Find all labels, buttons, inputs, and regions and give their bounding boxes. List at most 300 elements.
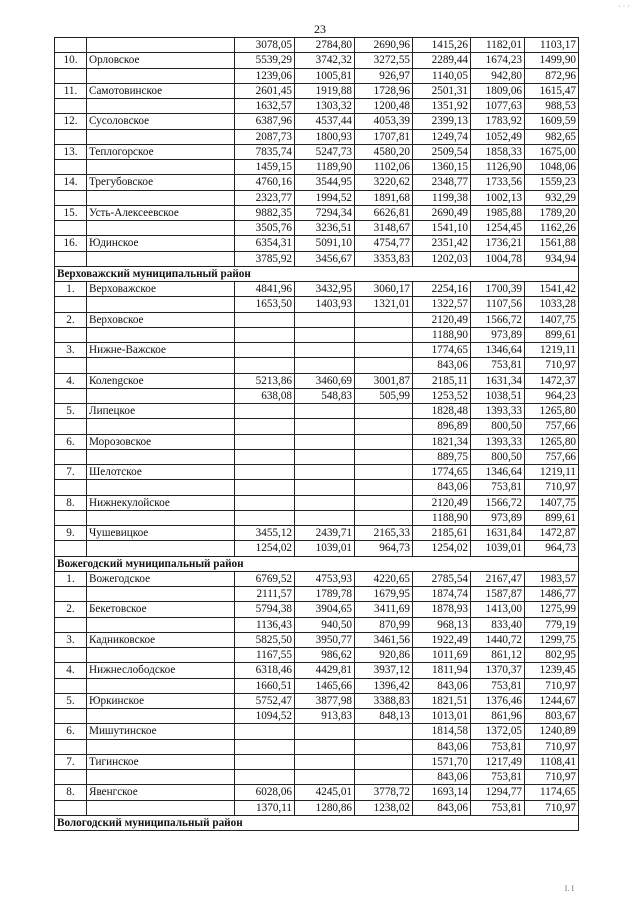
value-cell: 1162,26 [525,221,579,236]
value-cell: 1465,66 [295,678,355,693]
row-number-cell [55,739,87,754]
value-cell: 1499,90 [525,53,579,68]
value-cell: 5091,10 [295,236,355,251]
value-cell: 843,06 [413,800,471,815]
value-cell: 4841,96 [235,282,295,297]
value-cell: 1874,74 [413,587,471,602]
value-cell: 973,89 [471,327,525,342]
value-cell [295,724,355,739]
value-cell: 1566,72 [471,495,525,510]
value-cell: 932,29 [525,190,579,205]
value-cell: 3904,65 [295,602,355,617]
settlement-name-cell [87,510,235,525]
settlement-name-cell: Морозовское [87,434,235,449]
row-number-cell [55,510,87,525]
row-number-cell: 10. [55,53,87,68]
value-cell: 1632,57 [235,99,295,114]
value-cell [235,724,295,739]
value-cell: 4053,39 [355,114,413,129]
value-cell: 1321,01 [355,297,413,312]
table-row [55,221,579,236]
value-cell: 1360,15 [413,160,471,175]
table-row [55,571,579,586]
value-cell: 3432,95 [295,282,355,297]
value-cell: 757,66 [525,419,579,434]
row-number-cell [55,221,87,236]
table-row [55,251,579,266]
value-cell: 638,08 [235,388,295,403]
value-cell [355,404,413,419]
row-number-cell [55,38,87,53]
value-cell: 920,86 [355,648,413,663]
row-number-cell: 6. [55,434,87,449]
value-cell: 1167,55 [235,648,295,663]
row-number-cell [55,129,87,144]
table-row [55,602,579,617]
district-row [55,556,579,571]
value-cell: 843,06 [413,770,471,785]
table-row [55,678,579,693]
value-cell: 4760,16 [235,175,295,190]
value-cell: 1809,06 [471,83,525,98]
value-cell: 1005,81 [295,68,355,83]
settlement-name-cell [87,419,235,434]
value-cell: 1631,84 [471,526,525,541]
table-row [55,68,579,83]
district-row [55,815,579,830]
settlement-name-cell [87,617,235,632]
row-number-cell [55,251,87,266]
value-cell: 1094,52 [235,709,295,724]
table-row [55,709,579,724]
row-number-cell: 3. [55,632,87,647]
value-cell: 3001,87 [355,373,413,388]
settlement-name-cell: Бекетовское [87,602,235,617]
value-cell: 2185,61 [413,526,471,541]
value-cell: 3353,83 [355,251,413,266]
value-cell: 1789,78 [295,587,355,602]
value-cell [295,495,355,510]
value-cell [355,724,413,739]
value-cell: 1700,39 [471,282,525,297]
value-cell: 2254,16 [413,282,471,297]
row-number-cell [55,327,87,342]
value-cell [295,465,355,480]
value-cell: 1136,43 [235,617,295,632]
value-cell: 2348,77 [413,175,471,190]
value-cell: 843,06 [413,678,471,693]
value-cell: 1254,02 [413,541,471,556]
table-row [55,53,579,68]
row-number-cell: 4. [55,663,87,678]
value-cell: 1265,80 [525,404,579,419]
value-cell: 964,23 [525,388,579,403]
table-row [55,785,579,800]
table-row [55,480,579,495]
value-cell: 1440,72 [471,632,525,647]
value-cell [355,495,413,510]
value-cell: 1202,03 [413,251,471,266]
settlement-name-cell: Юдинское [87,236,235,251]
settlement-name-cell: Липецкое [87,404,235,419]
table-row [55,770,579,785]
settlement-name-cell [87,678,235,693]
value-cell: 896,89 [413,419,471,434]
value-cell: 1789,20 [525,205,579,220]
value-cell: 1811,94 [413,663,471,678]
value-cell: 1254,02 [235,541,295,556]
value-cell [295,754,355,769]
value-cell: 1294,77 [471,785,525,800]
value-cell [235,754,295,769]
value-cell: 753,81 [471,800,525,815]
row-number-cell: 1. [55,571,87,586]
settlement-name-cell: Явенгское [87,785,235,800]
value-cell [355,434,413,449]
value-cell: 757,66 [525,449,579,464]
row-number-cell [55,68,87,83]
value-cell: 1013,01 [413,709,471,724]
value-cell: 3544,95 [295,175,355,190]
value-cell: 1919,88 [295,83,355,98]
value-cell: 1985,88 [471,205,525,220]
settlement-name-cell [87,358,235,373]
value-cell: 1370,11 [235,800,295,815]
value-cell: 753,81 [471,770,525,785]
value-cell: 5213,86 [235,373,295,388]
table-row [55,205,579,220]
row-number-cell: 9. [55,526,87,541]
value-cell: 889,75 [413,449,471,464]
value-cell: 2351,42 [413,236,471,251]
value-cell: 3388,83 [355,693,413,708]
table-row [55,388,579,403]
value-cell: 1182,01 [471,38,525,53]
value-cell: 2601,45 [235,83,295,98]
table-row [55,190,579,205]
value-cell: 1370,37 [471,663,525,678]
value-cell: 1541,10 [413,221,471,236]
table-row [55,419,579,434]
value-cell: 1303,32 [295,99,355,114]
row-number-cell: 15. [55,205,87,220]
value-cell: 1217,49 [471,754,525,769]
value-cell: 4580,20 [355,144,413,159]
value-cell: 2784,80 [295,38,355,53]
table-row [55,297,579,312]
value-cell: 3236,51 [295,221,355,236]
value-cell: 872,96 [525,68,579,83]
value-cell: 2185,11 [413,373,471,388]
row-number-cell [55,617,87,632]
value-cell: 1253,52 [413,388,471,403]
value-cell: 710,97 [525,800,579,815]
value-cell: 9882,35 [235,205,295,220]
settlement-name-cell [87,587,235,602]
value-cell [235,419,295,434]
value-cell: 3148,67 [355,221,413,236]
value-cell: 968,13 [413,617,471,632]
settlement-name-cell [87,770,235,785]
table-row [55,587,579,602]
settlement-name-cell: Вожегодское [87,571,235,586]
value-cell [295,358,355,373]
value-cell: 1587,87 [471,587,525,602]
table-row [55,663,579,678]
settlement-name-cell [87,709,235,724]
value-cell: 4220,65 [355,571,413,586]
value-cell: 1660,51 [235,678,295,693]
value-cell: 1774,65 [413,343,471,358]
row-number-cell: 5. [55,693,87,708]
value-cell: 899,61 [525,510,579,525]
value-cell: 1039,01 [471,541,525,556]
value-cell [355,770,413,785]
value-cell: 1828,48 [413,404,471,419]
settlement-name-cell: Теплогорское [87,144,235,159]
table-row [55,495,579,510]
row-number-cell [55,480,87,495]
value-cell: 2690,96 [355,38,413,53]
table-row [55,144,579,159]
settlement-name-cell: Нижне-Важское [87,343,235,358]
row-number-cell: 12. [55,114,87,129]
settlement-name-cell: Мишутинское [87,724,235,739]
tariff-table [54,37,579,831]
value-cell: 1376,46 [471,693,525,708]
value-cell: 753,81 [471,739,525,754]
value-cell: 1674,23 [471,53,525,68]
value-cell: 986,62 [295,648,355,663]
value-cell [355,739,413,754]
value-cell: 1821,34 [413,434,471,449]
value-cell: 710,97 [525,739,579,754]
row-number-cell: 5. [55,404,87,419]
value-cell [235,465,295,480]
value-cell: 779,19 [525,617,579,632]
value-cell: 2167,47 [471,571,525,586]
table-row [55,114,579,129]
value-cell: 926,97 [355,68,413,83]
settlement-name-cell: Юркинское [87,693,235,708]
value-cell: 1002,13 [471,190,525,205]
settlement-name-cell [87,449,235,464]
table-row [55,617,579,632]
value-cell [235,404,295,419]
table-row [55,160,579,175]
settlement-name-cell: Чушевицкое [87,526,235,541]
value-cell [355,449,413,464]
value-cell: 2439,71 [295,526,355,541]
table-row [55,800,579,815]
value-cell: 5752,47 [235,693,295,708]
value-cell: 5794,38 [235,602,295,617]
settlement-name-cell [87,297,235,312]
table-row [55,83,579,98]
value-cell [355,358,413,373]
value-cell: 3460,69 [295,373,355,388]
settlement-name-cell: Верховажское [87,282,235,297]
value-cell: 1077,63 [471,99,525,114]
value-cell: 3505,76 [235,221,295,236]
table-row [55,648,579,663]
row-number-cell: 8. [55,785,87,800]
value-cell: 505,99 [355,388,413,403]
value-cell: 1858,33 [471,144,525,159]
settlement-name-cell [87,327,235,342]
value-cell: 2501,31 [413,83,471,98]
value-cell: 803,67 [525,709,579,724]
value-cell: 7835,74 [235,144,295,159]
value-cell: 2087,73 [235,129,295,144]
value-cell: 6028,06 [235,785,295,800]
value-cell: 4537,44 [295,114,355,129]
value-cell: 6769,52 [235,571,295,586]
value-cell: 6387,96 [235,114,295,129]
settlement-name-cell: Шелотское [87,465,235,480]
value-cell: 1675,00 [525,144,579,159]
table-row [55,358,579,373]
value-cell: 753,81 [471,678,525,693]
value-cell [355,419,413,434]
value-cell: 1240,89 [525,724,579,739]
value-cell: 1679,95 [355,587,413,602]
value-cell: 1188,90 [413,327,471,342]
row-number-cell [55,419,87,434]
value-cell [235,495,295,510]
row-number-cell: 2. [55,602,87,617]
settlement-name-cell [87,68,235,83]
row-number-cell [55,160,87,175]
value-cell [355,480,413,495]
value-cell [355,343,413,358]
value-cell: 1736,21 [471,236,525,251]
value-cell: 1200,48 [355,99,413,114]
row-number-cell [55,648,87,663]
value-cell [295,510,355,525]
row-number-cell [55,99,87,114]
table-row [55,343,579,358]
row-number-cell: 8. [55,495,87,510]
table-row [55,754,579,769]
value-cell: 1571,70 [413,754,471,769]
district-heading: Вожегодский муниципальный район [55,556,579,571]
settlement-name-cell: Верховское [87,312,235,327]
value-cell: 1561,88 [525,236,579,251]
scan-mark-bottom: I. I [564,884,574,893]
value-cell: 802,95 [525,648,579,663]
value-cell: 753,81 [471,358,525,373]
settlement-name-cell [87,221,235,236]
value-cell: 843,06 [413,739,471,754]
value-cell: 3937,12 [355,663,413,678]
value-cell: 1393,33 [471,404,525,419]
row-number-cell: 16. [55,236,87,251]
table-row [55,175,579,190]
value-cell: 2165,33 [355,526,413,541]
table-row [55,541,579,556]
value-cell: 3220,62 [355,175,413,190]
settlement-name-cell [87,480,235,495]
value-cell: 1783,92 [471,114,525,129]
row-number-cell [55,770,87,785]
value-cell: 1199,38 [413,190,471,205]
value-cell [295,739,355,754]
row-number-cell [55,587,87,602]
value-cell: 833,40 [471,617,525,632]
value-cell: 1922,49 [413,632,471,647]
settlement-name-cell [87,541,235,556]
value-cell: 1800,93 [295,129,355,144]
value-cell [235,480,295,495]
value-cell: 2690,49 [413,205,471,220]
value-cell: 3461,56 [355,632,413,647]
value-cell: 1038,51 [471,388,525,403]
table-row [55,526,579,541]
table-row [55,724,579,739]
table-row [55,312,579,327]
value-cell: 548,83 [295,388,355,403]
value-cell: 3785,92 [235,251,295,266]
settlement-name-cell: Самотовинское [87,83,235,98]
table-row [55,739,579,754]
settlement-name-cell [87,129,235,144]
settlement-name-cell [87,388,235,403]
value-cell: 2120,49 [413,495,471,510]
value-cell: 1393,33 [471,434,525,449]
value-cell [235,358,295,373]
table-row [55,327,579,342]
value-cell: 1541,42 [525,282,579,297]
table-row [55,373,579,388]
value-cell: 4245,01 [295,785,355,800]
value-cell [295,449,355,464]
value-cell: 1322,57 [413,297,471,312]
value-cell: 3456,67 [295,251,355,266]
value-cell: 942,80 [471,68,525,83]
district-heading: Вологодский муниципальный район [55,815,579,830]
value-cell: 1249,74 [413,129,471,144]
value-cell: 1244,67 [525,693,579,708]
value-cell: 2289,44 [413,53,471,68]
value-cell: 1052,49 [471,129,525,144]
value-cell: 1103,17 [525,38,579,53]
value-cell: 1011,69 [413,648,471,663]
settlement-name-cell: Сусоловское [87,114,235,129]
value-cell [295,434,355,449]
value-cell: 934,94 [525,251,579,266]
settlement-name-cell [87,160,235,175]
value-cell: 6626,81 [355,205,413,220]
table-row [55,99,579,114]
row-number-cell: 14. [55,175,87,190]
value-cell: 1733,56 [471,175,525,190]
row-number-cell [55,709,87,724]
value-cell: 3877,98 [295,693,355,708]
value-cell [235,343,295,358]
value-cell: 3060,17 [355,282,413,297]
value-cell: 1107,56 [471,297,525,312]
value-cell: 1239,45 [525,663,579,678]
scan-mark-top: · · · [618,2,630,11]
value-cell: 913,83 [295,709,355,724]
table-row [55,632,579,647]
value-cell: 1609,59 [525,114,579,129]
value-cell: 800,50 [471,419,525,434]
settlement-name-cell: Кадниковское [87,632,235,647]
value-cell: 973,89 [471,510,525,525]
value-cell: 1219,11 [525,465,579,480]
